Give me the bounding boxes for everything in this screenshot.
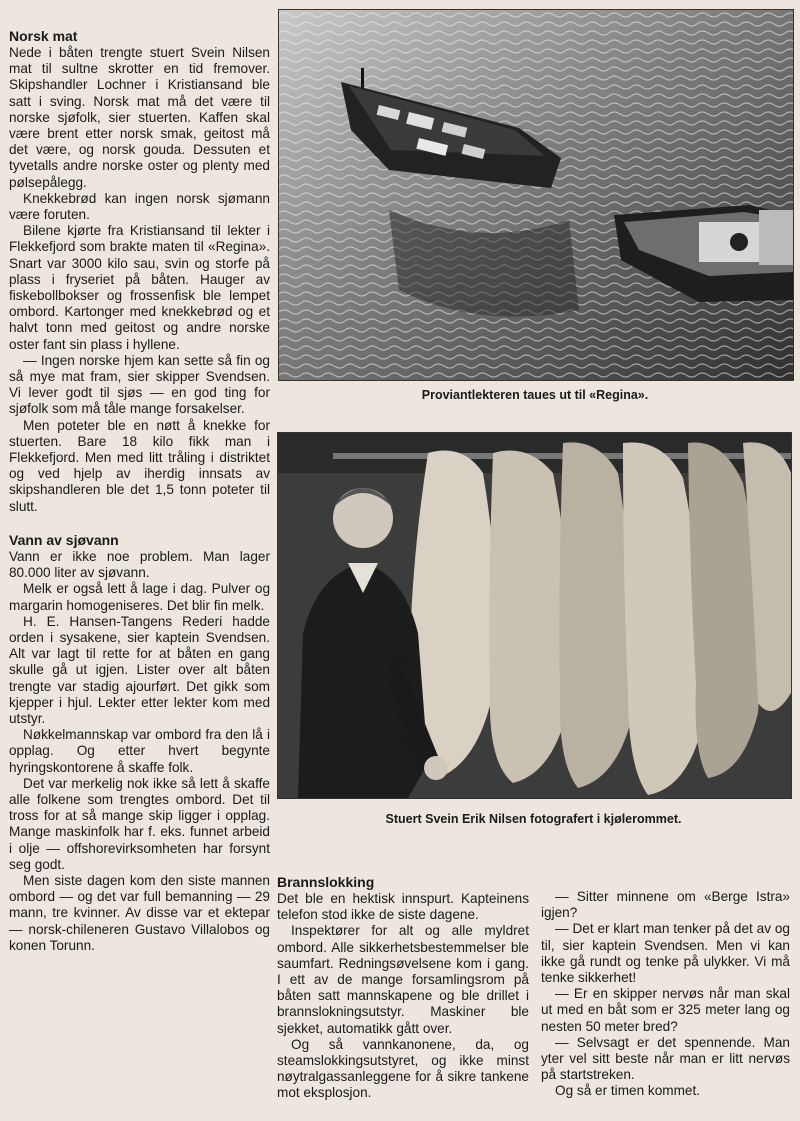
section-heading-vann-av-sjovann: Vann av sjøvann — [9, 531, 119, 548]
photo-caption: Proviantlekteren taues ut til «Regina». — [421, 388, 649, 402]
photo-caption: Stuert Svein Erik Nilsen fotografert i kjølerommet. — [385, 812, 682, 826]
paragraph: Men poteter ble en nøtt å knekke for stuerten. Bare 18 kilo fikk man i Flekkefjord. Men med litt tråling i distriktet og ved hjelp av iherdig innsats av skipshandleren ble det 1,5 tonn poteter til slutt. — [9, 417, 270, 514]
middle-column — [277, 874, 529, 1102]
paragraph: Inspektører for alt og alle myldret ombord. Alle sikkerhetsbestemmelser ble saumfart. Redningsøvelsene kom i gang. I ett av de mange forsamlingsrom på båten satt mannskapene og ble drillet i brannslokningsutstyr. Maskiner ble sjekket, automatikk gått over. — [277, 923, 529, 1036]
photo-steward-cold-room — [277, 432, 792, 799]
right-column — [541, 889, 790, 1100]
paragraph: Det var merkelig nok ikke så lett å skaffe alle folkene som trengtes ombord. Det til tross for at så mange skip ligger i opplag. Mange maskinfolk har f. eks. funnet arbeid i olje — offshorevirksomheten har forsynt seg godt. — [9, 775, 270, 872]
photo-supply-barge-towed — [278, 9, 794, 381]
paragraph: Det ble en hektisk innspurt. Kapteinens telefon stod ikke de siste dagene. — [277, 891, 529, 923]
paragraph: Og så er timen kommet. — [555, 1083, 701, 1099]
paragraph: — Sitter minnene om «Berge Istra» igjen? — [541, 889, 790, 921]
paragraph: Vann er ikke noe problem. Man lager 80.000 liter av sjøvann. — [9, 548, 270, 581]
section-heading-brannslokking: Brannslokking — [277, 874, 375, 890]
paragraph: Melk er også lett å lage i dag. Pulver og margarin homogeniseres. Det blir fin melk. — [9, 581, 270, 613]
left-column — [9, 28, 270, 954]
paragraph: Men siste dagen kom den siste mannen ombord — og det var full bemanning — 29 mann, tre kvinner. Av disse var et ektepar — norsk-chileneren Gustavo Villalobos og konen Torunn. — [9, 872, 270, 953]
paragraph: Nøkkelmannskap var ombord fra den lå i opplag. Og etter hvert begynte hyringskontorene å skaffe folk. — [9, 727, 270, 775]
paragraph: — Er en skipper nervøs når man skal ut med en båt som er 325 meter lang og nesten 50 meter bred? — [541, 986, 790, 1034]
paragraph: Og så vannkanonene, da, og steamslokkingsutstyret, og ikke minst nøytralgassanleggene for å sikre tankene mot eksplosjon. — [277, 1036, 529, 1101]
paragraph: Knekkebrød kan ingen norsk sjømann være foruten. — [9, 190, 270, 223]
paragraph: H. E. Hansen-Tangens Rederi hadde orden i sysakene, sier kaptein Svendsen. Alt var lagt til rette for at båten en gang skulle gå ut igjen. Lister over alt båten trengte var stadig ajourført. Det gikk som kjepper i hjul. Lekter etter lekter kom med utstyr. — [9, 613, 270, 726]
section-heading-norsk-mat: Norsk mat — [9, 28, 78, 44]
paragraph: — Det er klart man tenker på det av og til, sier kaptein Svendsen. Men vi kan ikke gå rundt og tenke på ulykker. Vi må tenke sikkerhet! — [541, 921, 790, 986]
paragraph: Nede i båten trengte stuert Svein Nilsen mat til sultne skrotter en tid fremover. Skipshandler Lochner i Kristiansand ble satt i sving. Norsk mat må det være til norske sjøfolk, sier stuerten. Kaffen skal være brent etter norsk smak, geitost må det være, og norsk gouda. Dessuten et tyvetalls andre norske oster og plenty med pølsepålegg. — [9, 45, 270, 190]
paragraph: — Ingen norske hjem kan sette så fin og så mye mat fram, sier skipper Svendsen. Vi lever godt til sjøs — en god ting for sjøfolk som må tåle mange forsakelser. — [9, 352, 270, 417]
paragraph: Bilene kjørte fra Kristiansand til lekter i Flekkefjord som brakte maten til «Regina». Snart var 3000 kilo sau, svin og storfe på plass i fryseriet på båten. Hauger av fiskebollbokser og frossenfisk ble lempet ombord. Kartonger med knekkebrød og et halvt tonn med geitost og andre norske oster fant sin plass i hyllene. — [9, 223, 270, 352]
paragraph: — Selvsagt er det spennende. Man yter vel sitt beste når man er litt nervøs på startstreken. — [541, 1034, 790, 1083]
